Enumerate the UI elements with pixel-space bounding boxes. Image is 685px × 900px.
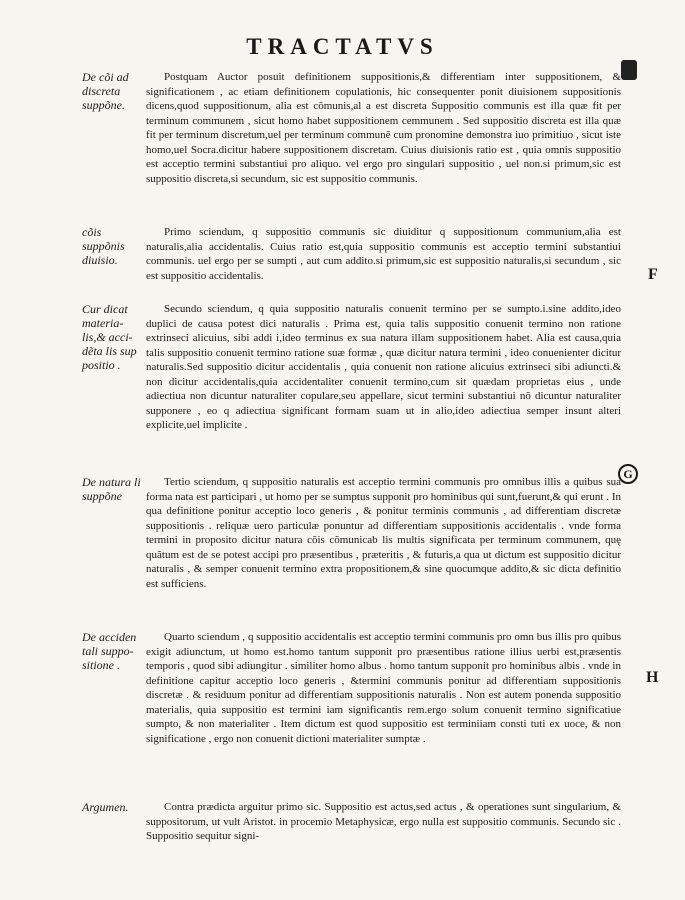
paragraph: Secundo sciendum, q quia suppositio naturalis conuenit termino per se sumpto.i.sine addito,ideo duplici de causa potest dici naturalis . Prima est, quia talis suppositio conuenit termino non ratione extrinseci alicuius, sibi addi i,ideo terminus ex sua natura illam suppositionem habet. Alia est causa,quia talis suppositio conuenit termino ratione suæ formæ , quæ dicitur natura termini , ideo conuenienter dicitur naturalis.Sed suppositio dicitur accidentalis , quia conuenit non ratione alicuius extrinseci sibi adiuncti.& non dicitur accidentalis,quia accidentaliter conuenit termino,cum sit quædam proprietas eius , unde adiectiua non dicuntur naturaliter copulare,seu appellare, sicut termini substantiui nõ dicuntur naturaliter supponere , eo q adiectiua significant formam suam ut in alio,ideo adiectiua semper insunt alteri explicite,uel implicite . (146, 303, 621, 431)
margin-letter-f: F (648, 266, 658, 283)
paragraph: Contra prædicta arguitur primo sic. Suppositio est actus,sed actus , & operationes sunt singularium, & suppositorum, ut vult Aristot. in procemio Metaphysicæ, ergo nulla est suppositio communis. Secundo sic . Suppositio sequitur signi- (146, 801, 621, 842)
margin-gloss: De natura li suppõne (82, 475, 141, 503)
margin-letter-h: H (646, 669, 659, 686)
paragraph: Postquam Auctor posuit definitionem suppositionis,& differentiam inter suppositionem, & significationem , ac etiam definitionem copulationis, hic consequenter ponit diuisionem suppositionis dicens,quod suppositionum, alia est cõmunis,al a est discreta Suppositio communis est illa quæ fit per terminum communem , sicut homo habet suppositionem cemmunem . Sed suppositio discreta est illa quæ fit per terminum discretum,uel per terminum communẽ cum pronomine demonstra iuo primitiuo , sicut iste homo,uel Socra.dicitur habere suppositionem discretam. Cuius diuisionis ratio est , quia omnis suppositio est acceptio termini substantiui pro aliquo. vel ergo pro singulari suppositio , uel non.si primum,sic est suppositio discreta,si secundum, sic est suppositio communis. (146, 71, 621, 185)
margin-gloss: De cõi ad discreta suppõne. (82, 70, 129, 112)
paragraph: Tertio sciendum, q suppositio naturalis est acceptio termini communis pro omnibus illis a quibus sua forma nata est participari , ut homo per se sumptus supponit pro hominibus qui sunt,fuerunt,& qui erunt . In qua definitione ponitur acceptio loco generis , & ponitur terminis communis , ad differentiam discretæ suppositionis . reliquæ uero particulæ ponuntur ad differentiam suppositionis accidentalis . vnde forma termini in proposito dicitur natura cõis cõmunicab lis multis significata per terminum communem, quę quãtum est de se potest accipi pro præsentibus , præteritis , & futuris,a qua ut dictum est suppositio dicitur naturalis , & semper conuenit termino extra propositionem,& sine quocumque addito,& sic dicta definitio est sufficiens. (146, 476, 621, 590)
running-head: TRACTATVS (246, 34, 439, 59)
paragraph: Primo sciendum, q suppositio communis sic diuiditur q suppositionum communium,alia est naturalis,alia accidentalis. Cuius ratio est,quia suppositio communis est acceptio termini substantiui communis. uel ergo per se sumpti , aut cum addito.si primum,sic est suppositio naturalis,si secundum , sic est suppositio accidentalis. (146, 226, 621, 282)
paragraph: Quarto sciendum , q suppositio accidentalis est acceptio termini communis pro omn bus illis pro quibus exigit adiunctum, ut homo est.homo tantum supponit pro præsentibus ratione illius uerbi est,præsentis temporis , quod sibi adiungitur . similiter homo albus . homo tantum supponit pro hominibus albis . vnde in definitione capitur acceptio loco generis , &termini communis ponitur ad differentiam suppositionis discretæ . & residuum ponitur ad differentiam suppositionis naturalis . Non est autem ponenda suppositio materialis, quia suppositio est termini iam significantis rem.ergo solum conuenit termino significatiue sumpto, & non materialiter . Item dictum est quod suppositio est terminiiam consti tuti ex uoce, & non significatione , ergo non conuenit dictioni materialiter sumptæ . (146, 631, 621, 745)
margin-gloss: Argumen. (82, 800, 129, 814)
margin-gloss: Cur dicat materia- lis,& acci- dẽta lis sup positio . (82, 302, 137, 372)
margin-letter-g: G (618, 464, 638, 484)
margin-gloss: cõis suppõnis diuisio. (82, 225, 125, 267)
margin-ink-mark (621, 60, 637, 80)
margin-gloss: De acciden tali suppo- sitione . (82, 630, 137, 672)
